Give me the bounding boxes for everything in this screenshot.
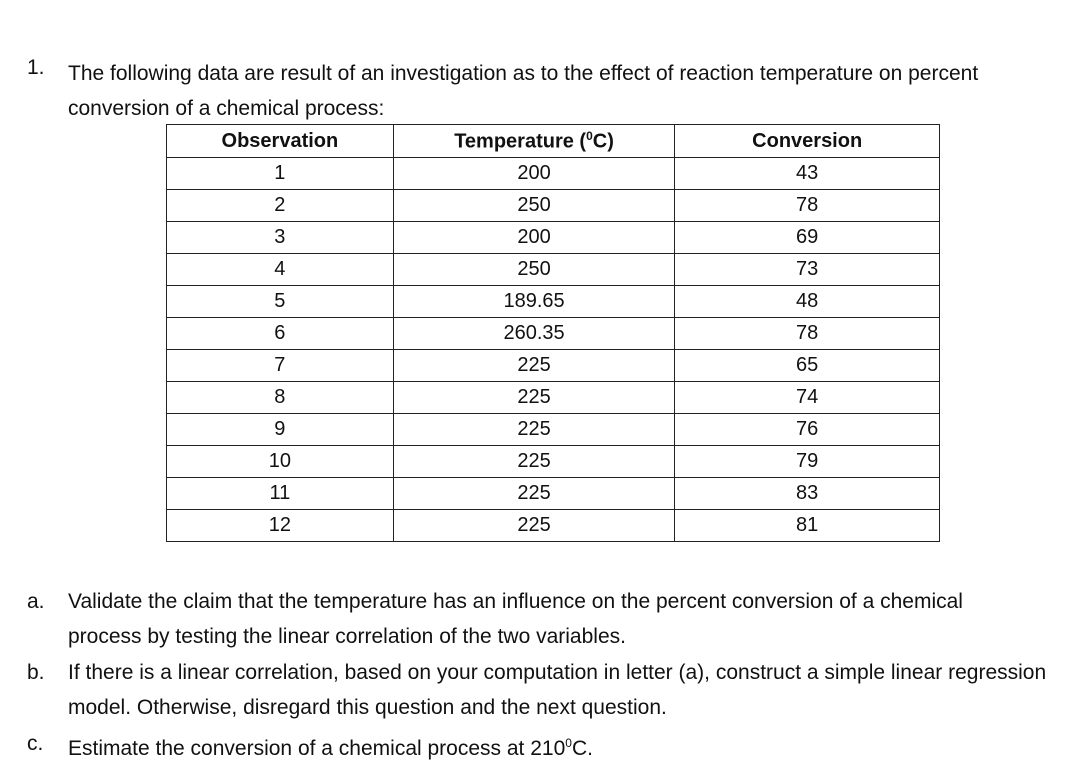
table-header-row [167,125,940,158]
question-number: 1. [27,56,45,79]
cell-conversion: 43 [675,158,940,190]
cell-temperature: 260.35 [393,318,675,350]
cell-observation: 4 [167,254,394,286]
header-conversion: Conversion [675,125,940,158]
question-text: The following data are result of an investigation as to the effect of reaction temperature on percent conversion of a chemical process: [68,62,979,120]
table-row [167,222,940,254]
cell-observation: 7 [167,350,394,382]
subquestion-label: b. [27,661,45,684]
cell-conversion: 78 [675,318,940,350]
cell-conversion: 78 [675,190,940,222]
table-row [167,478,940,510]
cell-observation: 1 [167,158,394,190]
cell-conversion: 81 [675,510,940,542]
table-row [167,350,940,382]
table-row [167,254,940,286]
cell-observation: 5 [167,286,394,318]
cell-temperature: 250 [393,254,675,286]
cell-conversion: 83 [675,478,940,510]
cell-temperature: 250 [393,190,675,222]
cell-observation: 8 [167,382,394,414]
subquestion-text: If there is a linear correlation, based on your computation in letter (a), construct a simple linear regression model. Otherwise, disregard this question and the next question. [68,661,1047,719]
table-row [167,318,940,350]
cell-temperature: 225 [393,414,675,446]
table-body [167,158,940,542]
subquestion-label: c. [27,732,44,755]
cell-observation: 11 [167,478,394,510]
cell-conversion: 79 [675,446,940,478]
cell-temperature: 200 [393,222,675,254]
table-row [167,446,940,478]
table-row [167,190,940,222]
cell-conversion: 48 [675,286,940,318]
subquestion-text: Estimate the conversion of a chemical process at $210^0C$. [68,736,593,760]
cell-observation: 3 [167,222,394,254]
cell-observation: 12 [167,510,394,542]
cell-conversion: 69 [675,222,940,254]
header-temperature: Temperature ($^0$C) [393,125,675,158]
cell-observation: 9 [167,414,394,446]
cell-observation: 10 [167,446,394,478]
cell-conversion: 73 [675,254,940,286]
cell-observation: 6 [167,318,394,350]
table-row [167,382,940,414]
header-observation: Observation [167,125,394,158]
cell-temperature: 225 [393,510,675,542]
cell-temperature: 200 [393,158,675,190]
subquestion-label: a. [27,590,45,613]
cell-temperature: 225 [393,350,675,382]
table-row [167,158,940,190]
cell-observation: 2 [167,190,394,222]
cell-temperature: 189.65 [393,286,675,318]
table-row [167,510,940,542]
cell-temperature: 225 [393,446,675,478]
cell-temperature: 225 [393,382,675,414]
data-table [166,124,940,542]
cell-conversion: 76 [675,414,940,446]
cell-conversion: 74 [675,382,940,414]
cell-temperature: 225 [393,478,675,510]
subquestion-text: Validate the claim that the temperature has an influence on the percent conversion of a chemical process by testing the linear correlation of the two variables. [68,590,963,648]
table-row [167,414,940,446]
table-row [167,286,940,318]
cell-conversion: 65 [675,350,940,382]
